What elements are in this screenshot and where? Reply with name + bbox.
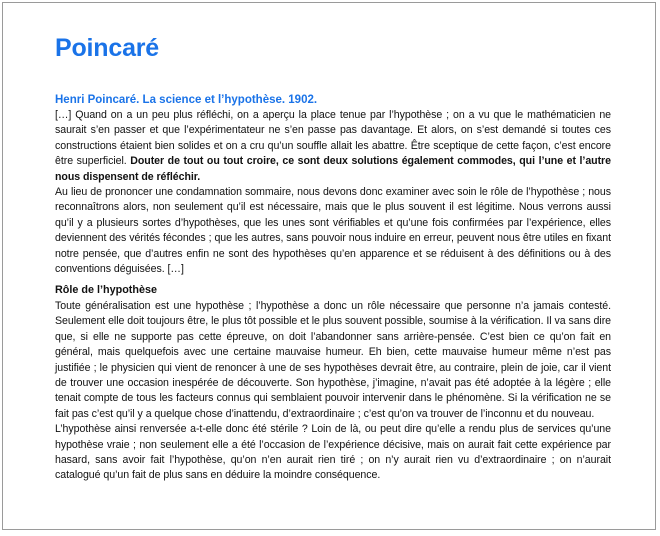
paragraph-3: Toute généralisation est une hypothèse ; l’hypothèse a donc un rôle nécessaire que personne n’a jamais contesté. Seulement elle doit toujours être, le plus tôt possible et le plus souvent possible, soumise à la vérification. Il va sans dire que, si elle ne supporte pas cette épreuve, on doit l’abandonner sans arrière-pensée. C’est bien ce qu’on fait en général, mais quelquefois avec une certaine mauvaise humeur. Eh bien, cette mauvaise humeur même n’est pas justifiée ; le physicien qui vient de renoncer à une de ses hypothèses devrait être, au contraire, plein de joie, car il vient de trouver une occasion inespérée de découverte. Son hypothèse, j’imagine, n’avait pas été adoptée à la légère ; elle tenait compte de tous les facteurs connus qui semblaient pouvoir intervenir dans le phénomène. Si la vérification ne se fait pas c’est qu’il y a quelque chose d’inattendu, d’extraordinaire ; c’est qu’on va trouver de l’inconnu et du nouveau.: [55, 299, 612, 420]
paragraph-1: [55, 108, 611, 185]
paragraph-2: Au lieu de prononcer une condamnation sommaire, nous devons donc examiner avec soin le rôle de l’hypothèse ; nous reconnaîtrons alors, non seulement qu’il est nécessaire, mais que le plus souvent il est légitime. Nous verrons aussi qu’il y a plusieurs sortes d’hypothèses, que les unes sont vérifiables et qu’une fois confirmées par l’expérience, elles deviennent des vérités fécondes ; que les autres, sans pouvoir nous induire en erreur, peuvent nous être utiles en fixant notre pensée, que d’autres enfin ne sont des hypothèses qu’en apparence et se réduisent à des définitions ou à des conventions déguisées. […]: [55, 186, 611, 276]
source-heading: Henri Poincaré. La science et l’hypothèse. 1902.: [55, 94, 318, 106]
document-content: [55, 31, 611, 484]
paragraph-4: L’hypothèse ainsi renversée a-t-elle donc été stérile ? Loin de là, ou peut dire qu’elle a rendu plus de services qu’une hypothèse vraie ; non seulement elle a été l’occasion de l’expérience décisive, mais on aurait fait cette expérience par hasard, sans avoir fait l’hypothèse, qu’on n’en aurait rien tiré ; on n’y aurait rien vu d’extraordinaire ; on n’aurait catalogué qu’un fait de plus sans en déduire la moindre conséquence.: [55, 423, 611, 482]
section-heading: Rôle de l’hypothèse: [55, 284, 157, 297]
document-page: [2, 2, 656, 530]
page-title: Poincaré: [55, 34, 160, 62]
paragraph-1-text: […] Quand on a un peu plus réfléchi, on a aperçu la place tenue par l’hypothèse ; on a vu que le mathématicien ne saurait s’en passer et que l’expérimentateur ne s’en passe pas davantage. Et alors, on s’est demandé si toutes ces constructions étaient bien solides et on a cru qu’un souffle allait les abattre. Être sceptique de cette façon, c’est encore être superficiel.: [55, 109, 611, 168]
paragraph-1-bold: Douter de tout ou tout croire, ce sont deux solutions également commodes, qui l’une et l’autre nous dispensent de réfléchir.: [55, 155, 611, 183]
